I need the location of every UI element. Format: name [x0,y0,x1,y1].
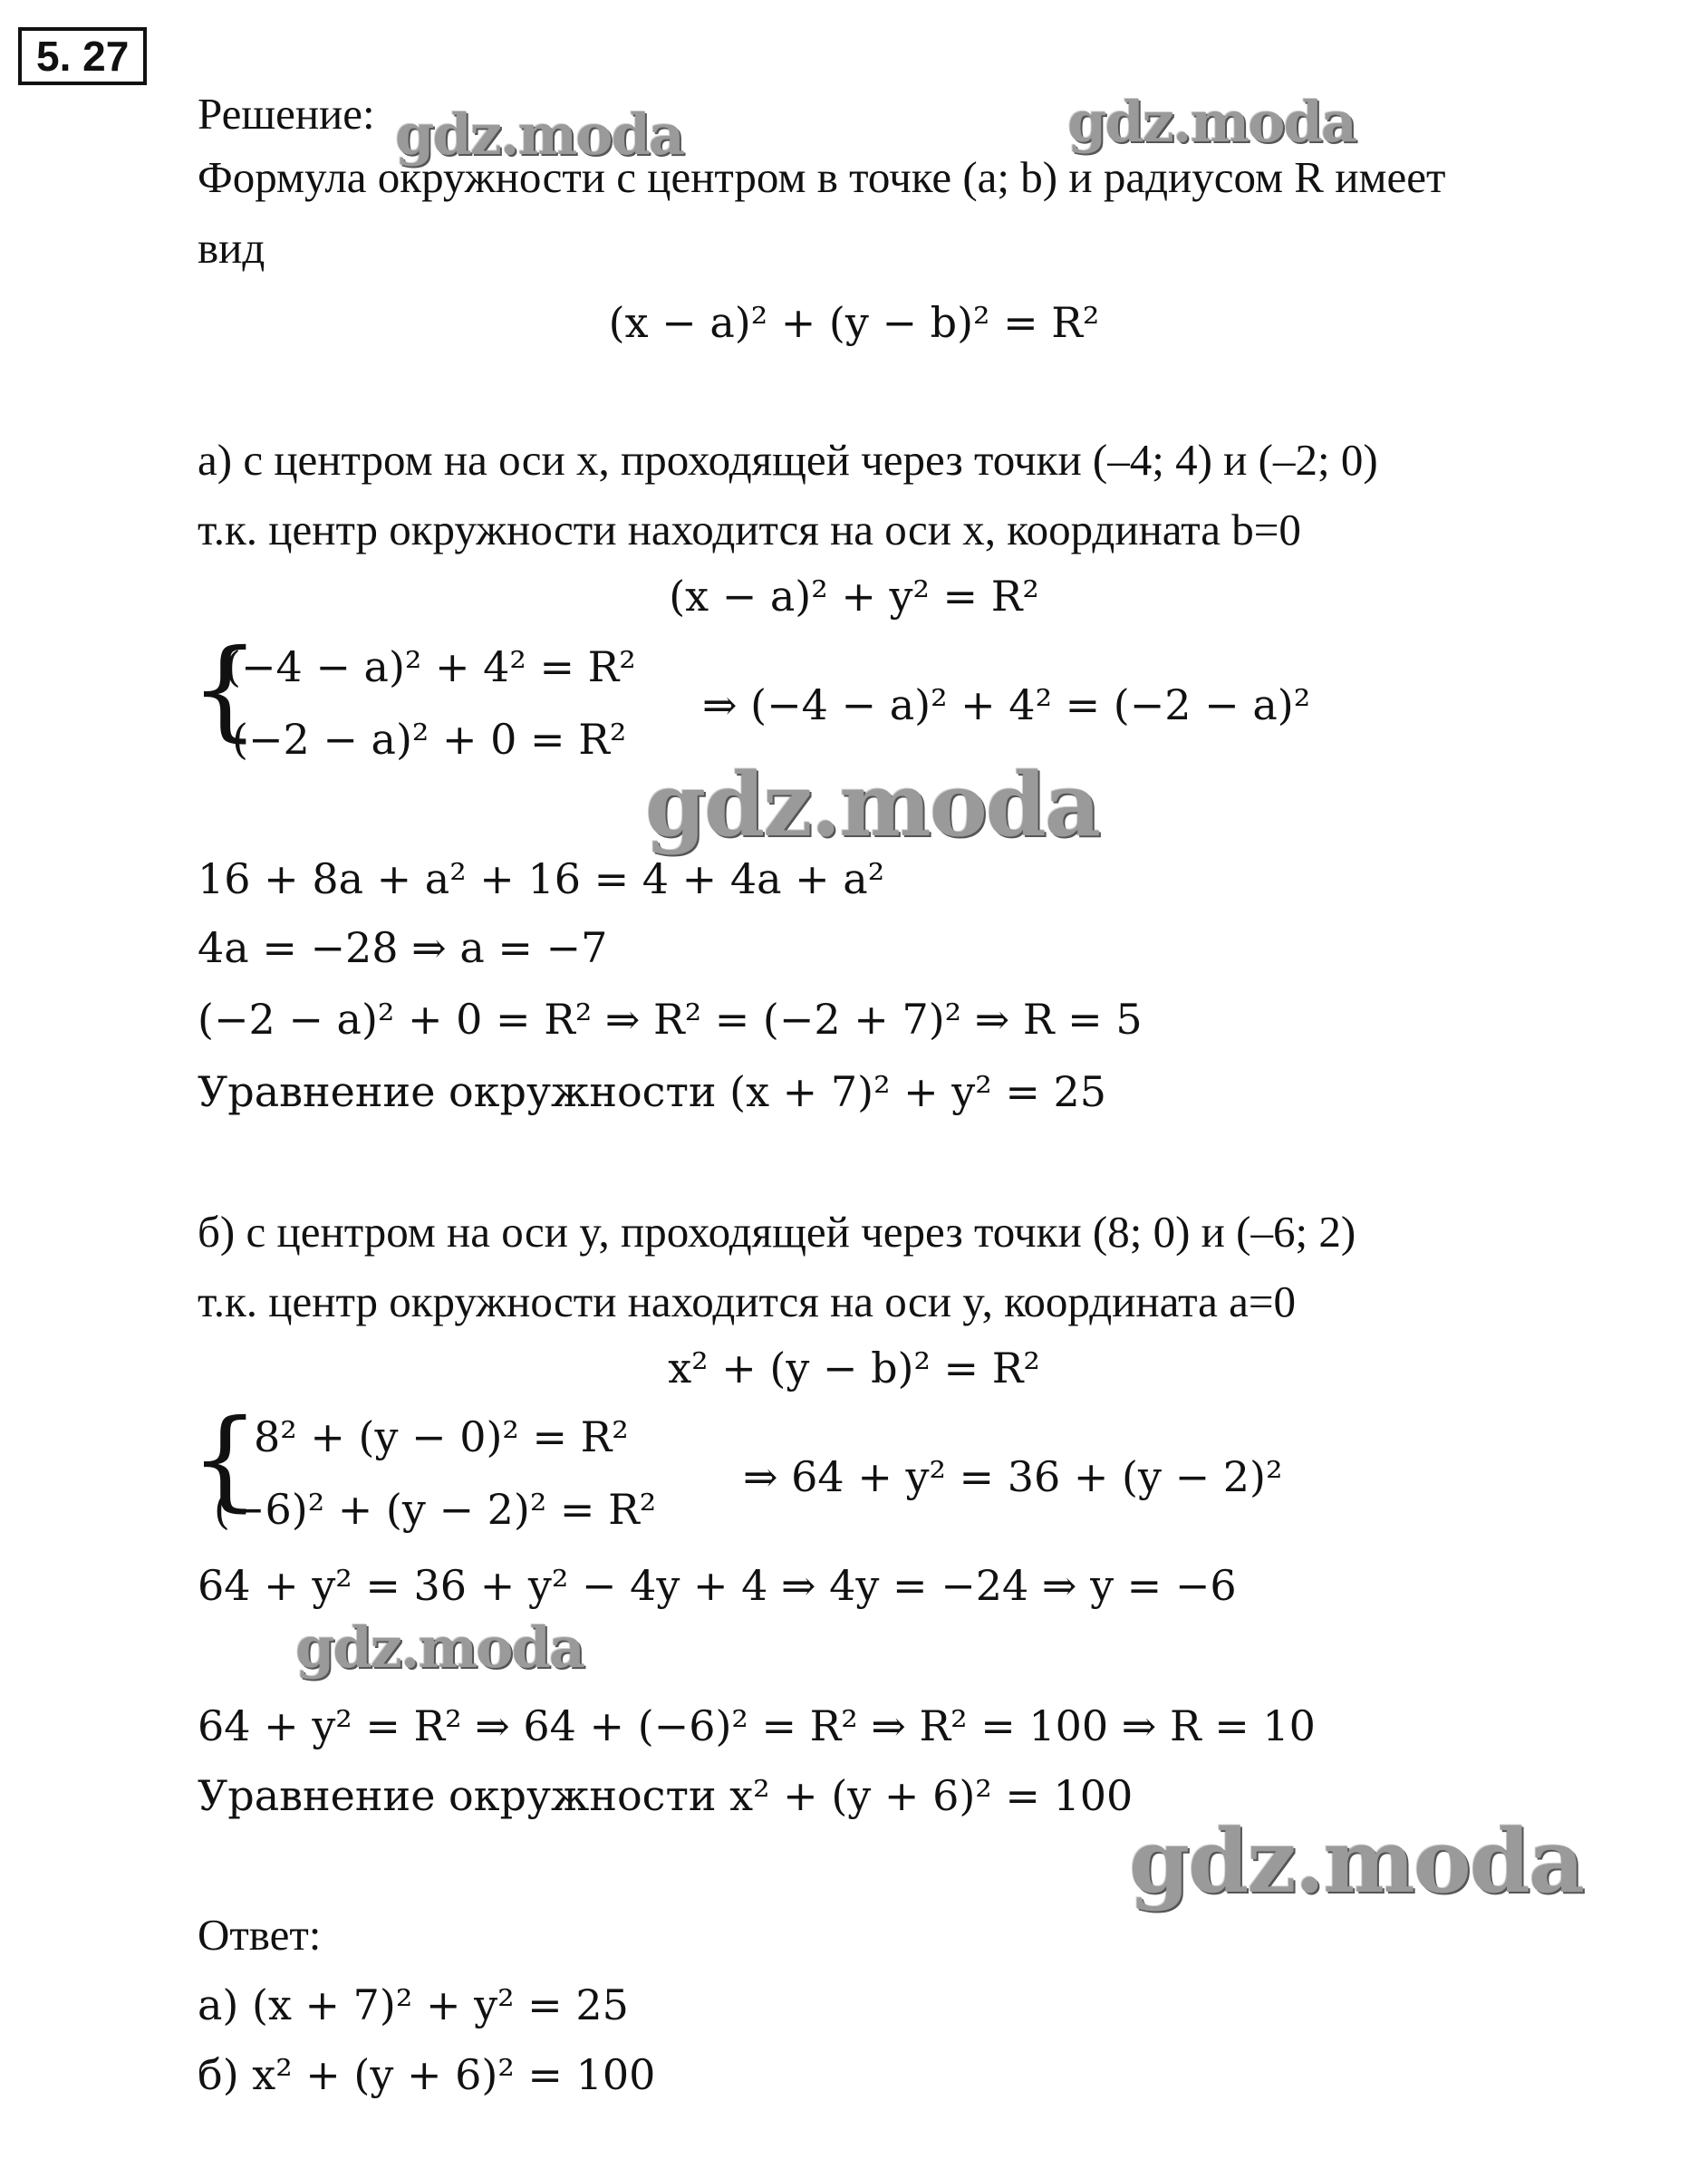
part-a-system-result: ⇒ (−4 − a)² + 4² = (−2 − a)² [702,680,1311,729]
watermark: gdz.moda [645,754,1100,856]
answer-label: Ответ: [198,1910,322,1960]
answer-b: б) x² + (y + 6)² = 100 [198,2050,656,2099]
intro-line-1: Формула окружности с центром в точке (a; b) и радиусом R имеет [198,152,1446,202]
watermark: gdz.moda [295,1614,584,1681]
part-b-system-eq-1: 8² + (y − 0)² = R² [254,1412,629,1461]
part-a-system-brace: { [190,627,260,753]
part-a-step-3: (−2 − a)² + 0 = R² ⇒ R² = (−2 + 7)² ⇒ R = 5 [198,995,1143,1044]
part-b-result: Уравнение окружности x² + (y + 6)² = 100 [198,1771,1134,1820]
part-a-condition: а) с центром на оси x, проходящей через точки (–4; 4) и (–2; 0) [198,435,1378,485]
part-b-system-eq-2: (−6)² + (y − 2)² = R² [214,1485,657,1534]
part-a-note: т.к. центр окружности находится на оси x, координата b=0 [198,505,1301,554]
part-b-condition: б) с центром на оси y, проходящей через точки (8; 0) и (–6; 2) [198,1207,1356,1257]
solution-label: Решение: [198,89,375,139]
part-b-step-2: 64 + y² = R² ⇒ 64 + (−6)² = R² ⇒ R² = 100 ⇒ R = 10 [198,1701,1316,1750]
part-b-step-1: 64 + y² = 36 + y² − 4y + 4 ⇒ 4y = −24 ⇒ y = −6 [198,1561,1237,1610]
answer-a: а) (x + 7)² + y² = 25 [198,1980,629,2029]
part-b-system-result: ⇒ 64 + y² = 36 + (y − 2)² [743,1452,1283,1501]
general-formula: (x − a)² + (y − b)² = R² [608,298,1100,347]
problem-number: 5. 27 [18,27,147,85]
watermark: gdz.moda [395,101,683,168]
watermark: gdz.moda [1129,1810,1584,1913]
part-a-result: Уравнение окружности (x + 7)² + y² = 25 [198,1067,1107,1116]
part-b-note: т.к. центр окружности находится на оси y, координата a=0 [198,1277,1296,1326]
part-a-equation: (x − a)² + y² = R² [669,572,1039,621]
watermark: gdz.moda [1067,89,1356,155]
part-b-equation: x² + (y − b)² = R² [668,1344,1040,1392]
part-a-step-2: 4a = −28 ⇒ a = −7 [198,923,608,972]
part-a-system-eq-1: (−4 − a)² + 4² = R² [225,642,636,691]
intro-line-2: вид [198,223,265,273]
part-a-step-1: 16 + 8a + a² + 16 = 4 + 4a + a² [198,854,885,903]
part-b-system-brace: { [190,1397,260,1523]
part-a-system-eq-2: (−2 − a)² + 0 = R² [232,715,627,764]
